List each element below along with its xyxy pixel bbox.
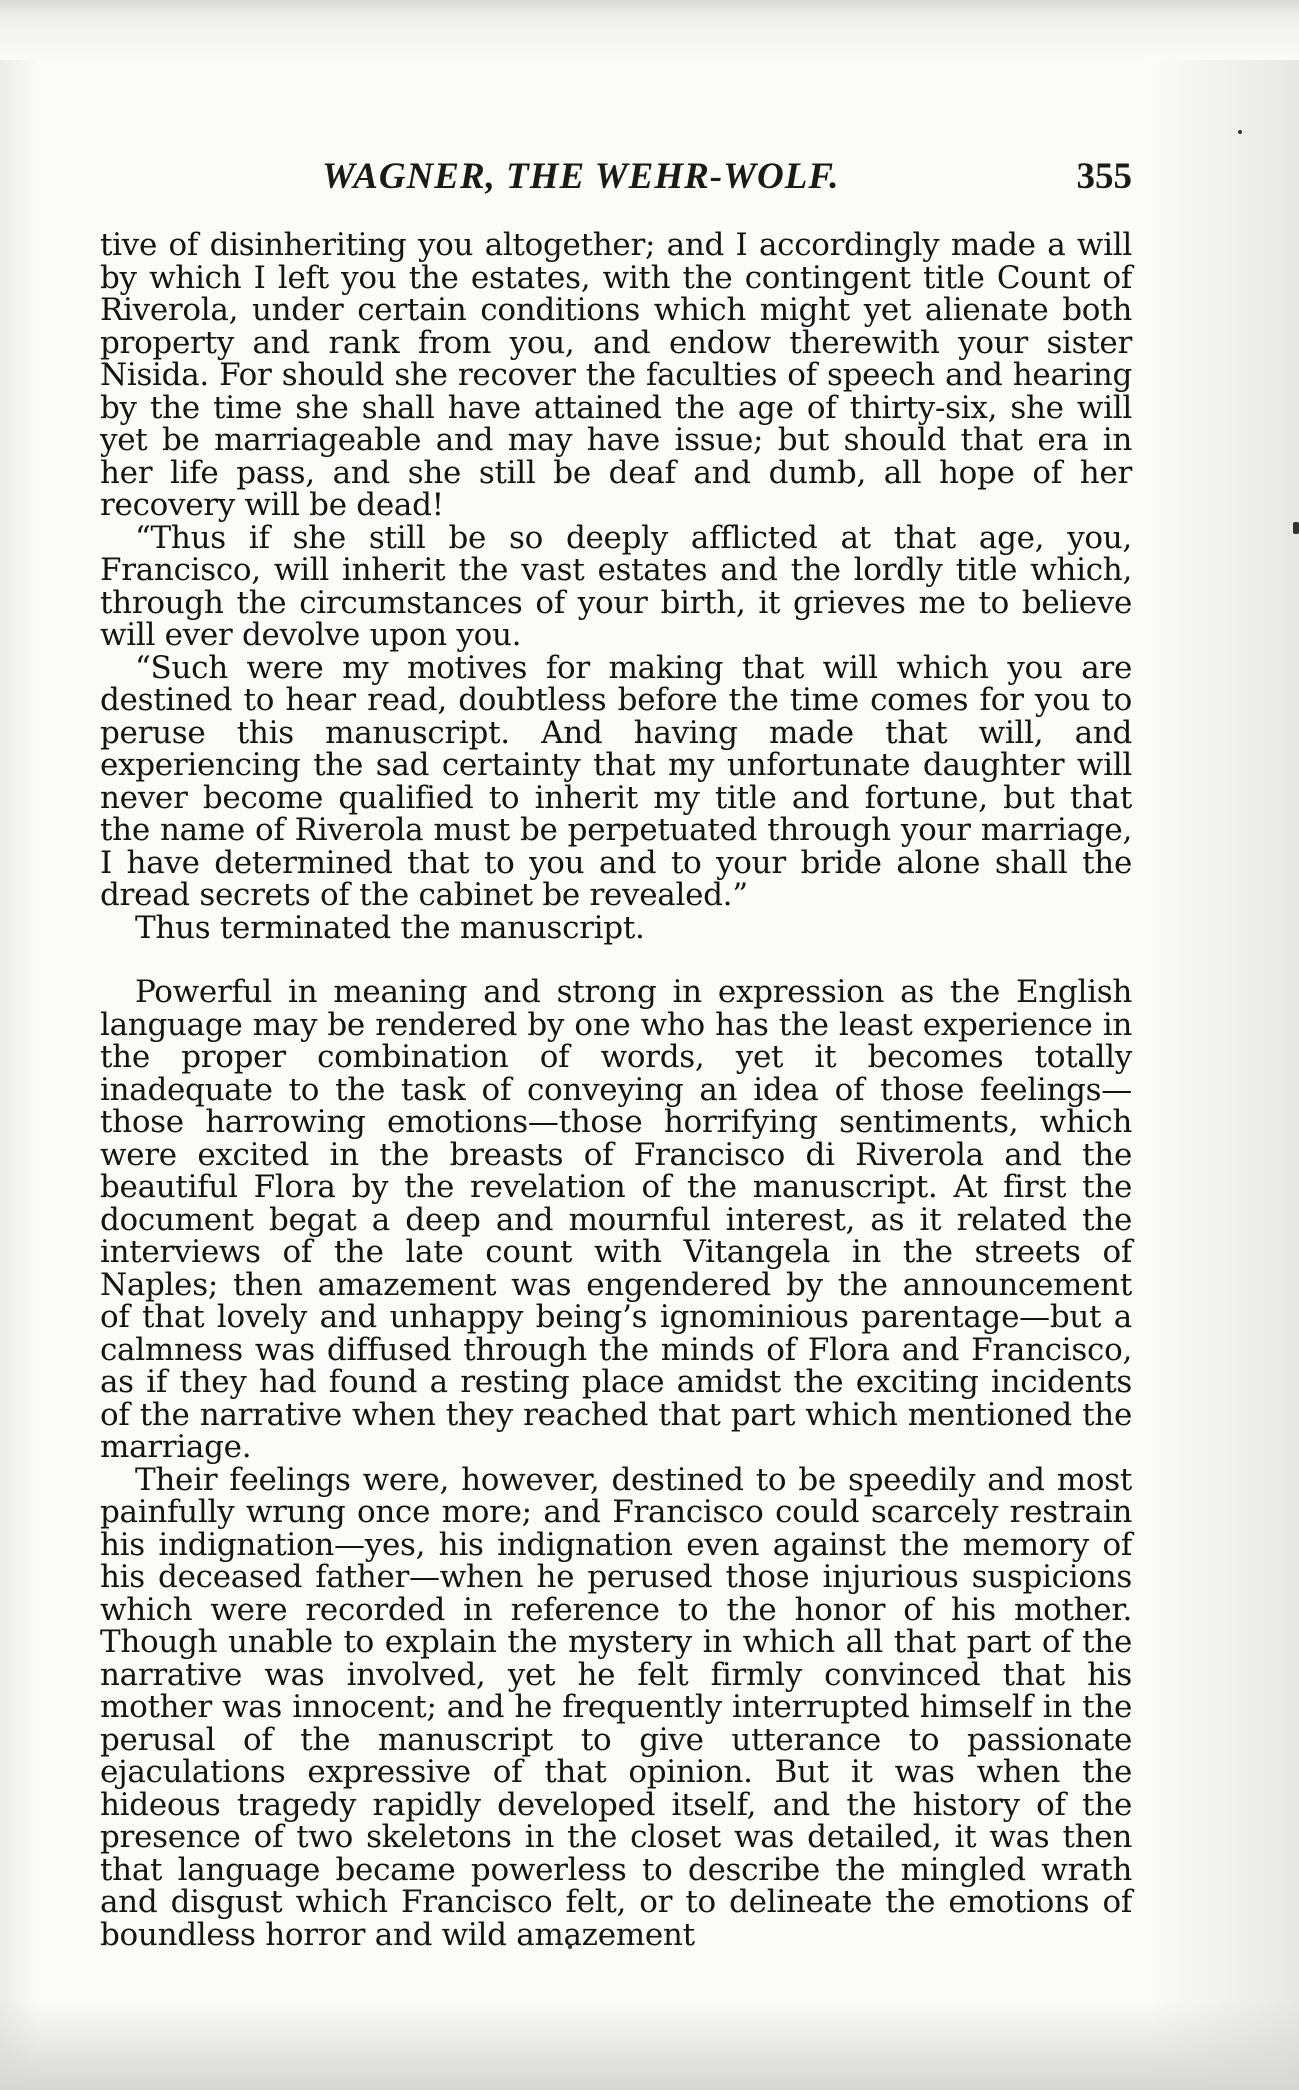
- scan-speck: [1238, 130, 1242, 134]
- running-title: WAGNER, THE WEHR-WOLF.: [322, 156, 840, 197]
- page-edge-shadow-top: [0, 0, 1299, 60]
- paragraph: “Thus if she still be so deeply afflicted at that age, you, Francisco, will inherit the vast estates and the lordly title which, through the circumstances of your birth, it grieves me to believe will ever devolve upon you.: [100, 519, 1132, 653]
- text-body: [100, 229, 1132, 1951]
- paragraph: Powerful in meaning and strong in expression as the English language may be rendered by one who has the least experience in the proper combination of words, yet it becomes totally inadequate to the task of conveying an idea of those feelings—those harrowing emotions—those horrifying sentiments, which were excited in the breasts of Francisco di Riverola and the beautiful Flora by the revelation of the manuscript. At first the document begat a deep and mournful interest, as it related the interviews of the late count with Vitangela in the streets of Naples; then amazement was engendered by the announcement of that lovely and unhappy being’s ignominious parentage—but a calmness was diffused through the minds of Flora and Francisco, as if they had found a resting place amidst the exciting incidents of the narrative when they reached that part which mentioned the marriage.: [100, 974, 1132, 1465]
- running-header: [100, 155, 1132, 205]
- paragraph: Their feelings were, however, destined to be speedily and most painfully wrung once more; and Francisco could scarcely restrain his indignation—yes, his indignation even against the memory of his deceased father—when he perused those injurious suspicions which were recorded in reference to the honor of his mother. Though unable to explain the mystery in which all that part of the narrative was involved, yet he felt firmly convinced that his mother was innocent; and he frequently interrupted himself in the perusal of the manuscript to give utterance to passionate ejaculations expressive of that opinion. But it was when the hideous tragedy rapidly developed itself, and the history of the presence of two skeletons in the closet was detailed, it was then that language became powerless to describe the mingled wrath and disgust which Francisco felt, or to delineate the emotions of boundless horror and wild amazement: [100, 1461, 1132, 1953]
- paragraph: “Such were my motives for making that will which you are destined to hear read, doubtless before the time comes for you to peruse this manuscript. And having made that will, and experiencing the sad certainty that my unfortunate daughter will never become qualified to inherit my title and fortune, but that the name of Riverola must be perpetuated through your marriage, I have determined that to you and to your bride alone shall the dread secrets of the cabinet be revealed.”: [100, 649, 1132, 913]
- page-edge-shadow-bottom: [0, 2000, 1299, 2090]
- page-edge-shadow-right: [1149, 60, 1299, 2090]
- paragraph: tive of disinheriting you altogether; and I accordingly made a will by which I left you the estates, with the contingent title Count of Riverola, under certain conditions which might yet alienate both property and rank from you, and endow therewith your sister Nisida. For should she recover the faculties of speech and hearing by the time she shall have attained the age of thirty-six, she will yet be marriageable and may have issue; but should that era in her life pass, and she still be deaf and dumb, all hope of her recovery will be dead!: [100, 227, 1132, 523]
- page-number: 355: [1076, 156, 1132, 197]
- page-edge-shadow-left: [0, 60, 40, 2090]
- scan-speck: [1293, 522, 1299, 534]
- paragraph: Thus terminated the manuscript.: [135, 909, 645, 946]
